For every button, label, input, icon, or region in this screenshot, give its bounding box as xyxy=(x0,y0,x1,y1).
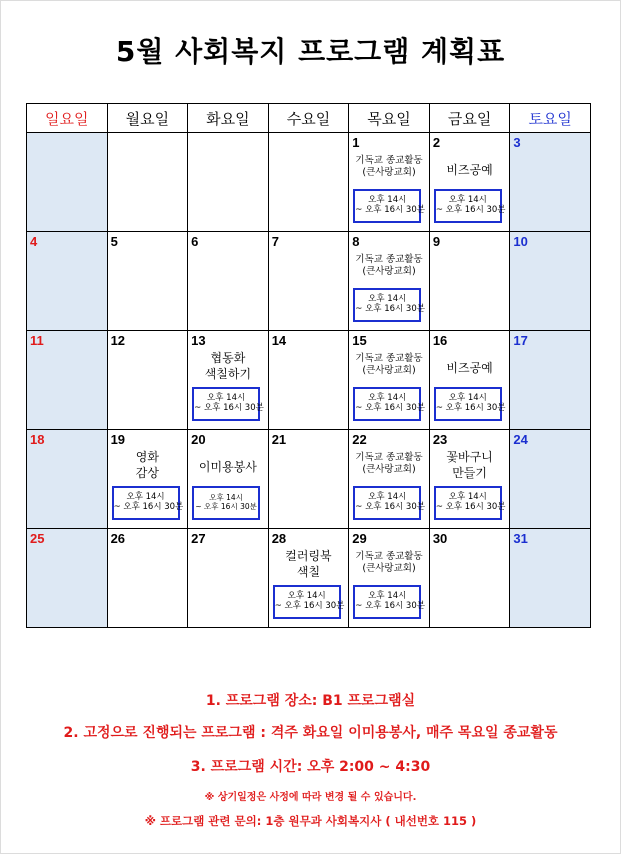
calendar-day-cell xyxy=(188,331,269,430)
calendar-day-cell xyxy=(510,133,591,232)
event-title: 컬러링북 색칠 xyxy=(285,549,332,580)
day-number: 4 xyxy=(30,234,38,249)
page-title: 5월 사회복지 프로그램 계획표 xyxy=(115,35,506,68)
day-number: 7 xyxy=(271,234,279,249)
day-number: 19 xyxy=(110,432,126,447)
time-box xyxy=(434,486,506,520)
event-title: 협동화 색칠하기 xyxy=(204,351,252,382)
calendar-day-cell xyxy=(429,232,510,331)
event-title: 기독교 종교활동 (큰사랑교회) xyxy=(355,254,423,277)
calendar-week-row xyxy=(27,232,591,331)
event-title: 기독교 종교활동 (큰사랑교회) xyxy=(355,353,423,376)
calendar-day-cell xyxy=(510,331,591,430)
time-box xyxy=(273,585,345,619)
weekday-tuesday: 화요일 xyxy=(188,104,269,133)
calendar-day-cell xyxy=(429,331,510,430)
day-number: 26 xyxy=(110,531,126,546)
day-number: 9 xyxy=(432,234,441,249)
calendar-body xyxy=(27,133,591,628)
day-number: 14 xyxy=(271,333,287,348)
time-end: ~ 오후 16시 30분 xyxy=(355,601,425,611)
day-number: 20 xyxy=(191,432,206,447)
time-end: ~ 오후 16시 30분 xyxy=(435,205,506,215)
calendar-day-cell xyxy=(349,529,430,628)
calendar-day-cell xyxy=(188,529,269,628)
note-inquiry: ※ 프로그램 관련 문의: 1층 원무과 사회복지사 ( 내선번호 115 ) xyxy=(144,814,477,828)
time-start: 오후 14시 xyxy=(448,195,487,206)
day-number: 10 xyxy=(513,234,528,249)
weekday-wednesday: 수요일 xyxy=(268,104,349,133)
calendar-day-cell xyxy=(429,133,510,232)
calendar-day-cell xyxy=(429,529,510,628)
calendar-day-cell xyxy=(268,232,349,331)
calendar-day-cell xyxy=(349,331,430,430)
time-start: 오후 14시 xyxy=(287,591,326,602)
time-box xyxy=(353,486,425,520)
day-number: 23 xyxy=(432,432,448,447)
note-fixed-programs: 2. 고정으로 진행되는 프로그램 : 격주 화요일 이미용봉사, 매주 목요일 종교활동 xyxy=(63,725,558,741)
time-start: 오후 14시 xyxy=(448,492,487,503)
time-box xyxy=(353,585,425,619)
calendar-day-cell xyxy=(107,232,188,331)
calendar-day-cell xyxy=(27,331,108,430)
calendar-day-cell xyxy=(27,529,108,628)
calendar-table xyxy=(26,103,591,628)
note-location: 1. 프로그램 장소: B1 프로그램실 xyxy=(205,693,416,709)
calendar-day-cell xyxy=(188,133,269,232)
day-number: 2 xyxy=(432,135,441,150)
calendar-day-cell xyxy=(268,529,349,628)
event-title: 비즈공예 xyxy=(446,361,493,375)
time-box xyxy=(192,486,260,520)
day-number: 8 xyxy=(352,234,360,249)
event-title: 영화 감상 xyxy=(135,450,159,481)
calendar-day-cell xyxy=(349,133,430,232)
time-end: ~ 오후 16시 30분 xyxy=(435,502,506,512)
time-start: 오후 14시 xyxy=(126,492,165,503)
weekday-saturday: 토요일 xyxy=(510,104,591,133)
calendar-day-cell xyxy=(188,430,269,529)
calendar-day-cell xyxy=(268,331,349,430)
event-title: 이미용봉사 xyxy=(198,460,257,474)
calendar-week-row xyxy=(27,133,591,232)
note-program-time: 3. 프로그램 시간: 오후 2:00 ~ 4:30 xyxy=(190,759,431,775)
calendar-day-cell xyxy=(27,430,108,529)
calendar-day-cell xyxy=(27,133,108,232)
time-start: 오후 14시 xyxy=(207,393,246,404)
time-end: ~ 오후 16시 30분 xyxy=(113,502,184,512)
time-start: 오후 14시 xyxy=(368,294,407,305)
day-number: 15 xyxy=(352,333,367,348)
time-end: ~ 오후 16시 30분 xyxy=(194,403,264,413)
calendar-week-row xyxy=(27,529,591,628)
day-number: 18 xyxy=(30,432,45,447)
day-number: 29 xyxy=(352,531,367,546)
calendar-day-cell xyxy=(349,232,430,331)
weekday-sunday: 일요일 xyxy=(27,104,108,133)
time-end: ~ 오후 16시 30분 xyxy=(355,403,425,413)
day-number: 30 xyxy=(432,531,448,546)
time-end: ~ 오후 16시 30분 xyxy=(435,403,506,413)
event-title: 꽃바구니 만들기 xyxy=(446,450,493,481)
event-title: 기독교 종교활동 (큰사랑교회) xyxy=(355,155,423,178)
note-schedule-change: ※ 상기일정은 사정에 따라 변경 될 수 있습니다. xyxy=(204,792,417,803)
weekday-friday: 금요일 xyxy=(429,104,510,133)
day-number: 25 xyxy=(30,531,45,546)
day-number: 22 xyxy=(352,432,367,447)
calendar-day-cell xyxy=(107,430,188,529)
calendar-day-cell xyxy=(107,331,188,430)
calendar-day-cell xyxy=(188,232,269,331)
day-number: 3 xyxy=(513,135,521,150)
time-end: ~ 오후 16시 30분 xyxy=(195,502,257,511)
time-box xyxy=(434,189,506,223)
day-number: 1 xyxy=(352,135,360,150)
time-start: 오후 14시 xyxy=(448,393,487,404)
time-box xyxy=(353,189,425,223)
day-number: 17 xyxy=(513,333,528,348)
weekday-thursday: 목요일 xyxy=(349,104,430,133)
calendar-day-cell xyxy=(268,133,349,232)
time-start: 오후 14시 xyxy=(368,393,407,404)
time-start: 오후 14시 xyxy=(368,492,407,503)
time-box xyxy=(112,486,184,520)
day-number: 27 xyxy=(191,531,206,546)
time-box xyxy=(192,387,264,421)
calendar-day-cell xyxy=(510,430,591,529)
time-end: ~ 오후 16시 30분 xyxy=(274,601,345,611)
calendar-day-cell xyxy=(510,232,591,331)
day-number: 21 xyxy=(271,432,287,447)
day-number: 13 xyxy=(191,333,206,348)
event-title: 기독교 종교활동 (큰사랑교회) xyxy=(355,551,423,574)
time-start: 오후 14시 xyxy=(368,591,407,602)
calendar-day-cell xyxy=(107,133,188,232)
event-title: 기독교 종교활동 (큰사랑교회) xyxy=(355,452,423,475)
time-end: ~ 오후 16시 30분 xyxy=(355,304,425,314)
calendar-week-row xyxy=(27,331,591,430)
weekday-monday: 월요일 xyxy=(107,104,188,133)
time-end: ~ 오후 16시 30분 xyxy=(355,205,425,215)
time-box xyxy=(434,387,506,421)
calendar-day-cell xyxy=(510,529,591,628)
calendar-day-cell xyxy=(268,430,349,529)
calendar-day-cell xyxy=(107,529,188,628)
day-number: 16 xyxy=(432,333,448,348)
day-number: 11 xyxy=(30,333,44,348)
time-box xyxy=(353,387,425,421)
time-start: 오후 14시 xyxy=(209,493,243,503)
calendar-day-cell xyxy=(429,430,510,529)
day-number: 24 xyxy=(513,432,528,447)
day-number: 6 xyxy=(191,234,199,249)
calendar-day-cell xyxy=(27,232,108,331)
time-box xyxy=(353,288,425,322)
time-end: ~ 오후 16시 30분 xyxy=(355,502,425,512)
day-number: 5 xyxy=(110,234,118,249)
calendar-week-row xyxy=(27,430,591,529)
time-start: 오후 14시 xyxy=(368,195,407,206)
event-title: 비즈공예 xyxy=(446,163,493,177)
day-number: 28 xyxy=(271,531,287,546)
day-number: 12 xyxy=(110,333,126,348)
weekday-header-row xyxy=(27,104,591,133)
calendar-day-cell xyxy=(349,430,430,529)
day-number: 31 xyxy=(513,531,528,546)
